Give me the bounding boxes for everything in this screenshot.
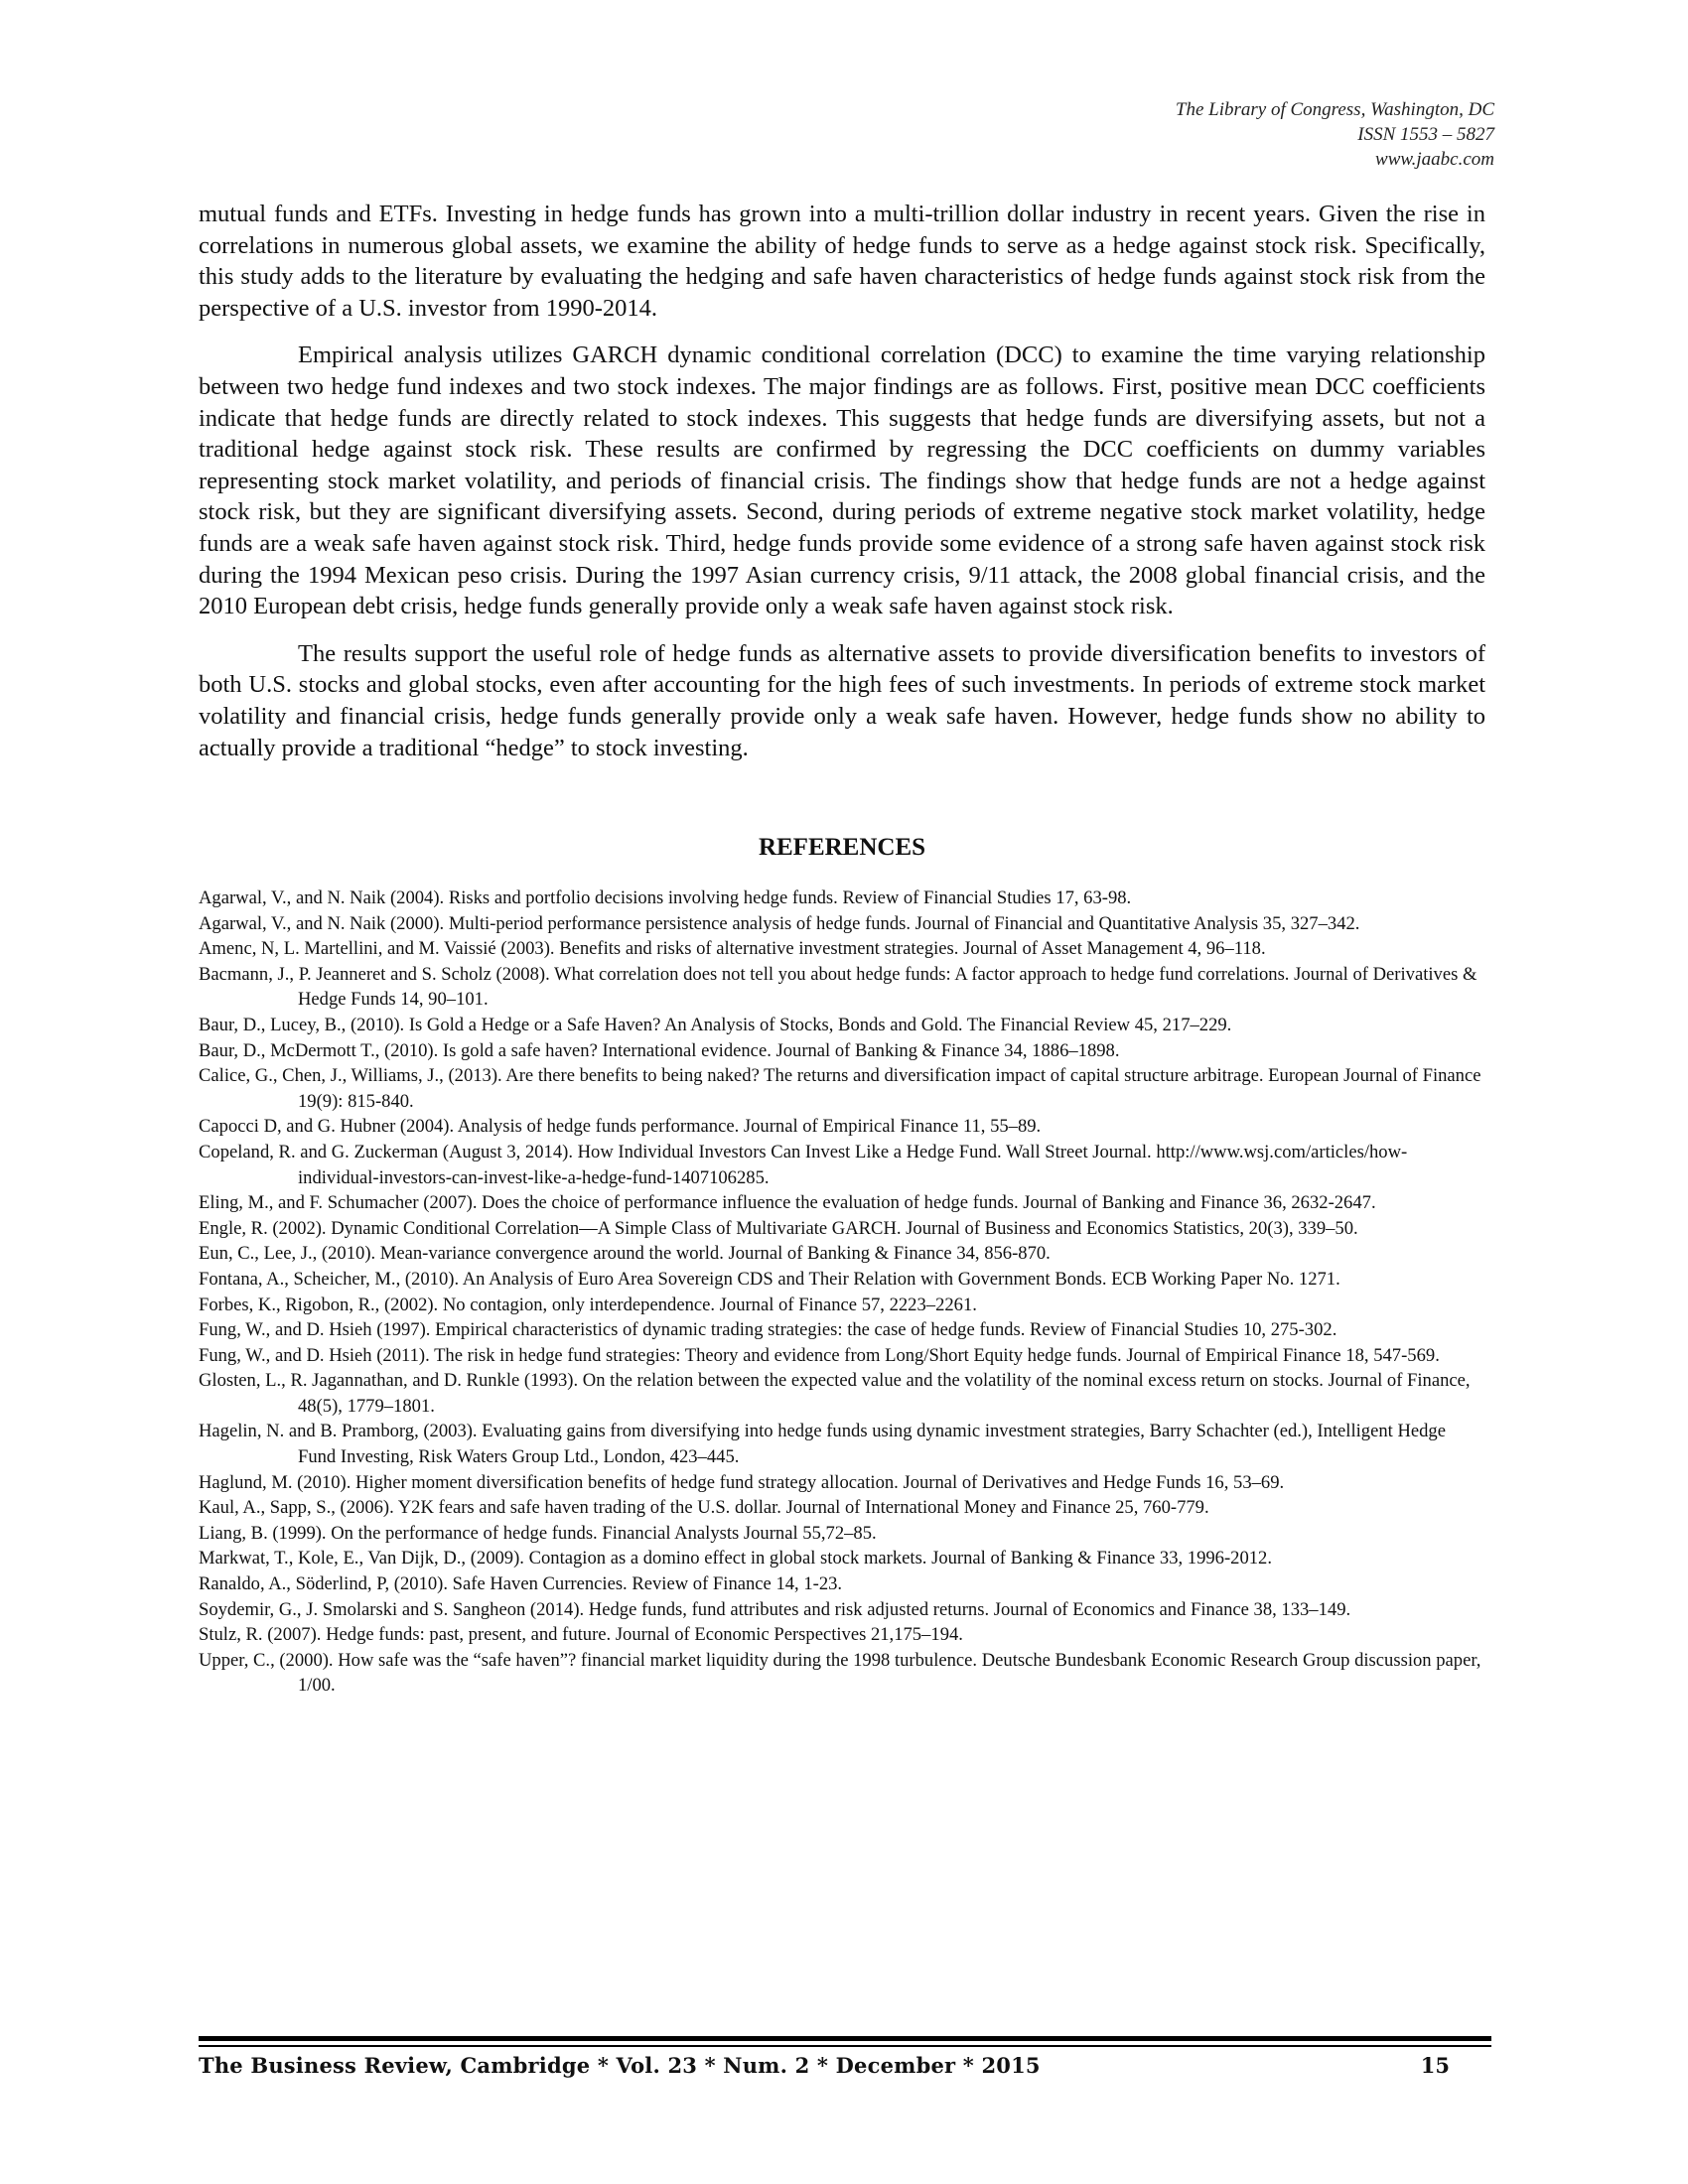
footer-journal-title: The Business Review, Cambridge * Vol. 23 * Num. 2 * December * 2015 — [199, 2053, 1041, 2078]
reference-item: Hagelin, N. and B. Pramborg, (2003). Evaluating gains from diversifying into hedge funds using dynamic investment strategies, Barry Schachter (ed.), Intelligent Hedge Fund Investing, Risk Waters Group Ltd., London, 423–445. — [199, 1421, 1446, 1468]
reference-item: Fung, W., and D. Hsieh (1997). Empirical characteristics of dynamic trading strategies: the case of hedge funds. Review of Financial Studies 10, 275-302. — [199, 1319, 1337, 1341]
references-heading: REFERENCES — [758, 834, 926, 861]
reference-item: Eling, M., and F. Schumacher (2007). Does the choice of performance influence the evaluation of hedge funds. Journal of Banking and Finance 36, 2632-2647. — [199, 1192, 1376, 1214]
reference-item: Baur, D., Lucey, B., (2010). Is Gold a Hedge or a Safe Haven? An Analysis of Stocks, Bonds and Gold. The Financial Review 45, 217–229. — [199, 1014, 1232, 1035]
running-header — [1176, 97, 1494, 172]
reference-item: Forbes, K., Rigobon, R., (2002). No contagion, only interdependence. Journal of Finance 57, 2223–2261. — [199, 1294, 977, 1315]
paragraph-1: mutual funds and ETFs. Investing in hedge funds has grown into a multi-trillion dollar industry in recent years. Given the rise in correlations in numerous global assets, we examine the ability of hedge funds to serve as a hedge against stock risk. Specifically, this study adds to the literature by evaluating the hedging and safe haven characteristics of hedge funds against stock risk from the perspective of a U.S. investor from 1990-2014. — [199, 201, 1485, 322]
reference-item: Agarwal, V., and N. Naik (2000). Multi-period performance persistence analysis of hedge funds. Journal of Financial and Quantitative Analysis 35, 327–342. — [199, 912, 1360, 934]
reference-item: Bacmann, J., P. Jeanneret and S. Scholz (2008). What correlation does not tell you about hedge funds: A factor approach to hedge fund correlations. Journal of Derivatives & Hedge Funds 14, 90–101. — [199, 963, 1477, 1011]
reference-item: Fung, W., and D. Hsieh (2011). The risk in hedge fund strategies: Theory and evidence from Long/Short Equity hedge funds. Journal of Empirical Finance 18, 547-569. — [199, 1344, 1440, 1366]
reference-item: Upper, C., (2000). How safe was the “safe haven”? financial market liquidity during the 1998 turbulence. Deutsche Bundesbank Economic Research Group discussion paper, 1/00. — [199, 1649, 1481, 1697]
reference-item: Liang, B. (1999). On the performance of hedge funds. Financial Analysts Journal 55,72–85. — [199, 1522, 877, 1544]
reference-item: Capocci D, and G. Hubner (2004). Analysis of hedge funds performance. Journal of Empirical Finance 11, 55–89. — [199, 1116, 1042, 1138]
reference-item: Eun, C., Lee, J., (2010). Mean-variance convergence around the world. Journal of Banking & Finance 34, 856-870. — [199, 1243, 1051, 1265]
reference-item: Amenc, N, L. Martellini, and M. Vaissié (2003). Benefits and risks of alternative investment strategies. Journal of Asset Management 4, 96–118. — [199, 938, 1266, 960]
reference-item: Stulz, R. (2007). Hedge funds: past, present, and future. Journal of Economic Perspectives 21,175–194. — [199, 1624, 963, 1646]
header-website: www.jaabc.com — [1375, 149, 1494, 170]
reference-item: Soydemir, G., J. Smolarski and S. Sangheon (2014). Hedge funds, fund attributes and risk adjusted returns. Journal of Economics and Finance 38, 133–149. — [199, 1598, 1351, 1620]
page-number: 15 — [1420, 2053, 1450, 2078]
reference-item: Engle, R. (2002). Dynamic Conditional Correlation—A Simple Class of Multivariate GARCH. Journal of Business and Economics Statistics, 20(3), 339–50. — [199, 1217, 1358, 1239]
reference-item: Baur, D., McDermott T., (2010). Is gold a safe haven? International evidence. Journal of Banking & Finance 34, 1886–1898. — [199, 1039, 1120, 1061]
footer-rule-thick — [199, 2036, 1491, 2041]
references-list — [199, 886, 1485, 1699]
reference-item: Copeland, R. and G. Zuckerman (August 3, 2014). How Individual Investors Can Invest Like a Hedge Fund. Wall Street Journal. http://www.wsj.com/articles/how-individual-investors-can-invest-like-a-hedge-fund-1407106285. — [199, 1141, 1408, 1188]
header-issn: ISSN 1553 – 5827 — [1357, 124, 1494, 145]
reference-item: Haglund, M. (2010). Higher moment diversification benefits of hedge fund strategy allocation. Journal of Derivatives and Hedge Funds 16, 53–69. — [199, 1471, 1285, 1493]
reference-item: Calice, G., Chen, J., Williams, J., (2013). Are there benefits to being naked? The returns and diversification impact of capital structure arbitrage. European Journal of Finance 19(9): 815-840. — [199, 1065, 1481, 1112]
footer-rule-thin — [199, 2045, 1491, 2047]
reference-item: Glosten, L., R. Jagannathan, and D. Runkle (1993). On the relation between the expected value and the volatility of the nominal excess return on stocks. Journal of Finance, 48(5), 1779–1801. — [199, 1370, 1471, 1417]
reference-item: Fontana, A., Scheicher, M., (2010). An Analysis of Euro Area Sovereign CDS and Their Relation with Government Bonds. ECB Working Paper No. 1271. — [199, 1268, 1340, 1290]
paragraph-2: Empirical analysis utilizes GARCH dynamic conditional correlation (DCC) to examine the time varying relationship between two hedge fund indexes and two stock indexes. The major findings are as follows. First, positive mean DCC coefficients indicate that hedge funds are directly related to stock indexes. This suggests that hedge funds are diversifying assets, but not a traditional hedge against stock risk. These results are confirmed by regressing the DCC coefficients on dummy variables representing stock market volatility, and periods of financial crisis. The findings show that hedge funds are not a hedge against stock risk, but they are significant diversifying assets. Second, during periods of extreme negative stock market volatility, hedge funds are a weak safe haven against stock risk. Third, hedge funds provide some evidence of a strong safe haven against stock risk during the 1994 Mexican peso crisis. During the 1997 Asian currency crisis, 9/11 attack, the 2008 global financial crisis, and the 2010 European debt crisis, hedge funds generally provide only a weak safe haven against stock risk. — [199, 341, 1485, 620]
reference-item: Ranaldo, A., Söderlind, P, (2010). Safe Haven Currencies. Review of Finance 14, 1-23. — [199, 1573, 843, 1595]
reference-item: Agarwal, V., and N. Naik (2004). Risks and portfolio decisions involving hedge funds. Review of Financial Studies 17, 63-98. — [199, 887, 1132, 908]
reference-item: Markwat, T., Kole, E., Van Dijk, D., (2009). Contagion as a domino effect in global stock markets. Journal of Banking & Finance 33, 1996-2012. — [199, 1548, 1273, 1570]
header-library: The Library of Congress, Washington, DC — [1175, 99, 1494, 120]
paragraph-3: The results support the useful role of hedge funds as alternative assets to provide diversification benefits to investors of both U.S. stocks and global stocks, even after accounting for the high fees of such investments. In periods of extreme stock market volatility and financial crisis, hedge funds generally provide only a weak safe haven. However, hedge funds show no ability to actually provide a traditional “hedge” to stock investing. — [199, 639, 1485, 761]
body-text — [199, 199, 1485, 779]
reference-item: Kaul, A., Sapp, S., (2006). Y2K fears and safe haven trading of the U.S. dollar. Journal of International Money and Finance 25, 760-779. — [199, 1497, 1209, 1519]
